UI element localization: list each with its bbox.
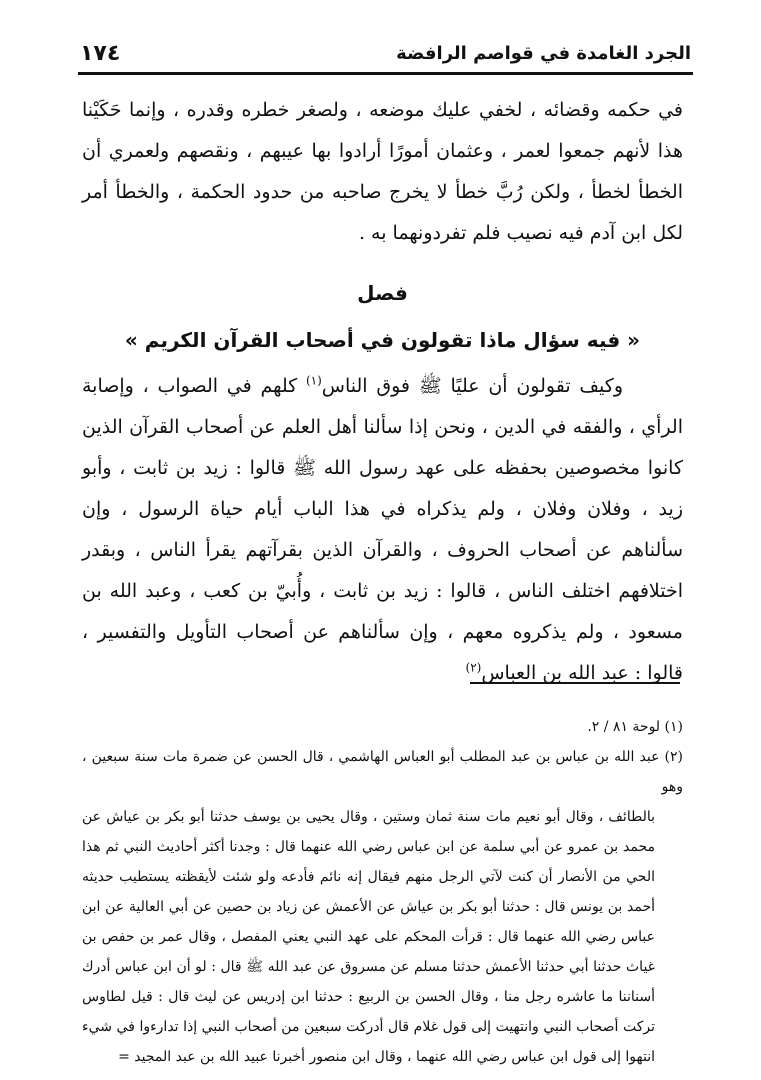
paragraph-2-start: وكيف تقولون أن عليًا ﷺ فوق الناس: [321, 375, 623, 397]
page-header: [80, 30, 691, 70]
header-rule: [78, 72, 693, 75]
footnote-2-continued: بالطائف ، وقال أبو نعيم مات سنة ثمان وستين ، وقال يحيى بن يوسف حدثنا أبو بكر بن عياش عن محمد بن عمرو عن أبي سلمة عن ابن عباس رضي الله عنهما قال : وجدنا أكثر أحاديث النبي ثم هذا الحي من الأنصار أن كنت لآتي الرجل منهم فيقال إنه نائم فأدعه ولو شئت لأيقظته يستطيب حديثه أحمد بن يونس قال : حدثنا أبو بكر بن عياش عن الأعمش عن زياد بن حصين عن أبي العالية عن ابن عباس رضي الله عنهما قال : قرأت المحكم على عهد النبي يعني المفصل ، وقال عمر بن حفص بن غياث حدثنا أبي حدثنا الأعمش حدثنا مسلم عن مسروق عن عبد الله ﷺ قال : لو أن ابن عباس أدرك أسناننا ما عاشره رجل منا ، وقال الحسن بن الربيع : حدثنا ابن إدريس عن ليث قال : قيل لطاوس تركت أصحاب النبي وانتهيت إلى قول غلام قال أدركت سبعين من أصحاب النبي إذا تدارءوا في شيء انتهوا إلى قول ابن عباس رضي الله عنهما ، وقال ابن منصور أخبرنا عبيد الله بن عبد المجيد =: [82, 809, 655, 1065]
footnotes: [82, 712, 683, 1072]
page-number: ١٧٤: [80, 41, 121, 66]
paragraph-1: في حكمه وقضائه ، لخفي عليك موضعه ، ولصغر خطره وقدره ، وإنما حَكَيْنا هذا لأنهم جمعوا لعمر ، وعثمان أمورًا أرادوا بها عيبهم ، ونقصهم ولعمري أن الخطأ لخطأ ، ولكن رُبَّ خطأ لا يخرج صاحبه من حدود الحكمة ، والخطأ أمر لكل ابن آدم فيه نصيب فلم تفردونهما به .: [82, 99, 683, 244]
section-heading: فصل: [357, 281, 408, 305]
footnote-ref-2: (٢): [465, 660, 482, 675]
footnote-2-first-line: (٢) عبد الله بن عباس بن عبد المطلب أبو العباس الهاشمي ، قال الحسن عن ضمرة مات سنة سبعين ، وهو: [82, 749, 683, 795]
footnote-rule: [470, 682, 680, 684]
section-subtitle: « فيه سؤال ماذا تقولون في أصحاب القرآن الكريم »: [124, 328, 641, 352]
paragraph-2: [82, 366, 683, 694]
paragraph-2-rest: كلهم في الصواب ، وإصابة الرأي ، والفقه في الدين ، ونحن إذا سألنا أهل العلم عن أصحاب القرآن الذين كانوا مخصوصين بحفظه على عهد رسول الله ﷺ قالوا : زيد بن ثابت ، وأبو زيد ، وفلان وفلان ، ولم يذكراه في هذا الباب أيام حياة الرسول ، وإن سألناهم عن أصحاب الحروف ، والقرآن الذين بقرآتهم يقرأ الناس ، وبقدر اختلافهم اختلف الناس ، قالوا : زيد بن ثابت ، وأُبيّ بن كعب ، وعبد الله بن مسعود ، ولم يذكروه معهم ، وإن سألناهم عن أصحاب التأويل والتفسير ، قالوا : عبد الله بن العباس: [82, 375, 683, 684]
footnote-1: (١) لوحة ٨١ / ٢.: [587, 719, 683, 735]
main-text: [82, 90, 683, 694]
footnote-ref-1: (١): [305, 373, 322, 388]
running-title: الجرد الغامدة في قواصم الرافضة: [396, 43, 691, 64]
